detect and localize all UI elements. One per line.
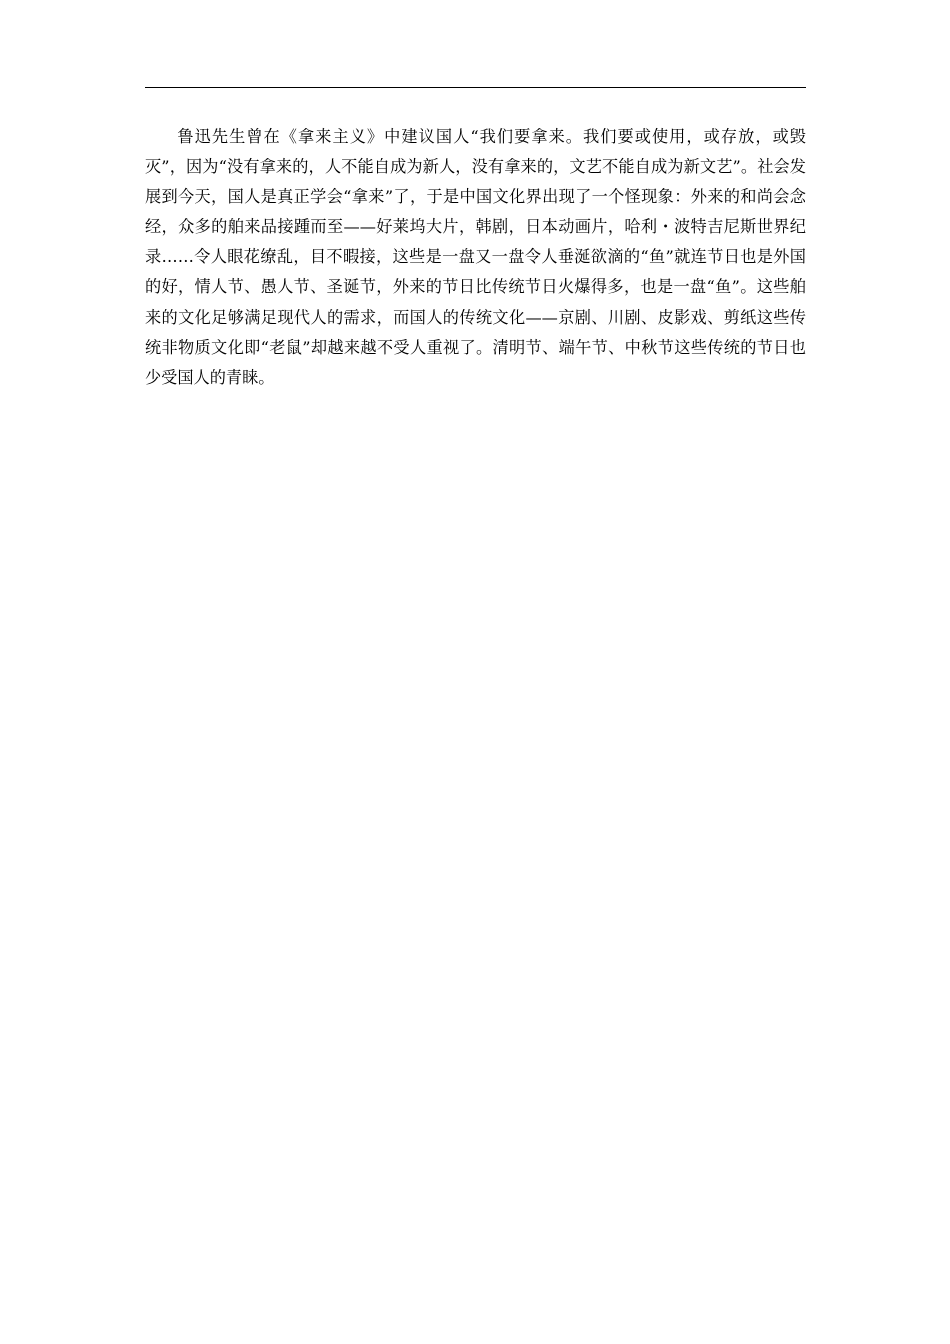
body-paragraph: 鲁迅先生曾在《拿来主义》中建议国人“我们要拿来。我们要或使用，或存放，或毁灭”，因为“没有拿来的，人不能自成为新人，没有拿来的，文艺不能自成为新文艺”。社会发展到今天，国人是真正学会“拿来”了，于是中国文化界出现了一个怪现象：外来的和尚会念经，众多的舶来品接踵而至——好莱坞大片，韩剧，日本动画片，哈利・波特吉尼斯世界纪录……令人眼花缭乱，目不暇接，这些是一盘又一盘令人垂涎欲滴的“鱼”就连节日也是外国的好，情人节、愚人节、圣诞节，外来的节日比传统节日火爆得多，也是一盘“鱼”。这些舶来的文化足够满足现代人的需求，而国人的传统文化——京剧、川剧、皮影戏、剪纸这些传统非物质文化即“老鼠”却越来越不受人重视了。清明节、端午节、中秋节这些传统的节日也少受国人的青睐。 bbox=[145, 127, 806, 387]
header-rule bbox=[145, 87, 806, 88]
